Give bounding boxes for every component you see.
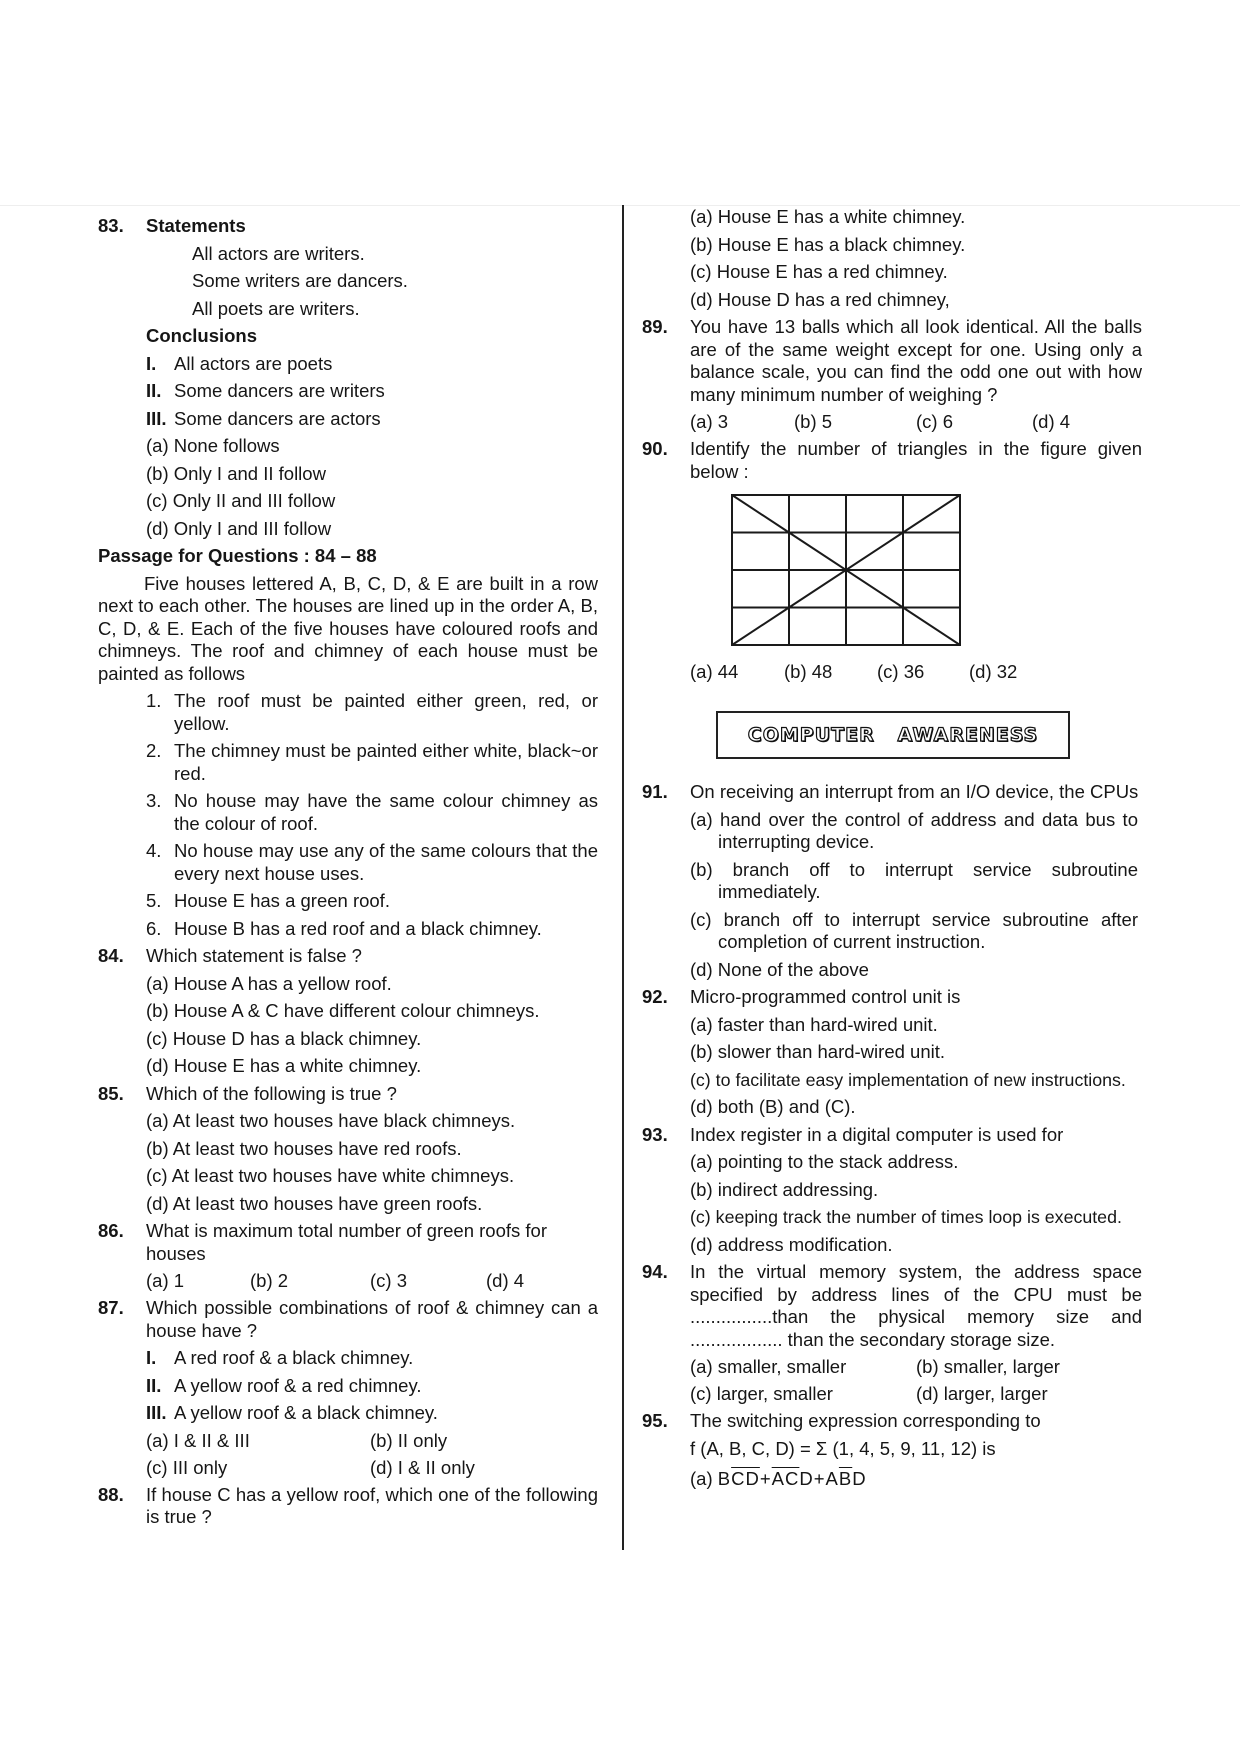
question-90 bbox=[642, 438, 1142, 483]
answer-option: (b) 48 bbox=[784, 661, 833, 682]
roman-numeral: II. bbox=[146, 1374, 162, 1396]
passage-text: Five houses lettered A, B, C, D, & E are built in a row next to each other. The houses are lined up in the order A, B, C, D, & E. Each of the five houses have coloured roofs and chimneys. The roof and chimney of each house must be painted as follows bbox=[98, 572, 598, 684]
answer-option: (d) At least two houses have green roofs. bbox=[146, 1192, 483, 1214]
right-column bbox=[642, 206, 1142, 1491]
answer-option: (b) indirect addressing. bbox=[690, 1178, 879, 1200]
passage-rule bbox=[98, 740, 598, 785]
answer-option: (c) House D has a black chimney. bbox=[146, 1027, 422, 1049]
answer-option: (c) 36 bbox=[877, 661, 925, 682]
combination-item bbox=[98, 1347, 598, 1370]
combination-text: A yellow roof & a red chimney. bbox=[174, 1374, 422, 1396]
answer-option: (c) 3 bbox=[370, 1270, 407, 1291]
passage-rule bbox=[98, 918, 598, 941]
answer-option: (d) House E has a white chimney. bbox=[146, 1055, 422, 1076]
left-column bbox=[98, 210, 598, 1529]
statement: All poets are writers. bbox=[192, 297, 360, 319]
rule-text: No house may use any of the same colours that the every next house uses. bbox=[174, 840, 598, 884]
rule-number: 4. bbox=[146, 840, 162, 861]
question-text: On receiving an interrupt from an I/O device, the CPUs bbox=[690, 781, 1139, 802]
conclusion-text: All actors are poets bbox=[174, 352, 333, 374]
answer-option: (d) both (B) and (C). bbox=[690, 1096, 856, 1117]
question-89 bbox=[642, 316, 1142, 406]
question-88 bbox=[98, 1484, 598, 1529]
answer-option: (a) 1 bbox=[146, 1270, 185, 1291]
switching-expression: f (A, B, C, D) = Σ (1, 4, 5, 9, 11, 12) is bbox=[690, 1437, 996, 1459]
roman-numeral: III. bbox=[146, 1402, 167, 1423]
question-text: If house C has a yellow roof, which one of the following is true ? bbox=[146, 1483, 598, 1527]
question-number: 87. bbox=[98, 1297, 124, 1318]
question-number: 95. bbox=[642, 1410, 668, 1431]
conclusion bbox=[98, 408, 598, 431]
question-91 bbox=[642, 781, 1142, 804]
answer-option: (a) hand over the control of address and data bus to interrupting device. bbox=[690, 808, 1138, 852]
question-93 bbox=[642, 1124, 1142, 1147]
conclusion bbox=[98, 380, 598, 403]
rule-text: House E has a green roof. bbox=[174, 890, 390, 911]
answer-option: (b) II only bbox=[370, 1429, 448, 1451]
passage-rule bbox=[98, 790, 598, 835]
combination-text: A yellow roof & a black chimney. bbox=[174, 1402, 438, 1423]
question-92 bbox=[642, 986, 1142, 1009]
answer-options-grid bbox=[98, 1430, 598, 1479]
answer-option: (c) 6 bbox=[916, 411, 953, 432]
question-text: Index register in a digital computer is used for bbox=[690, 1123, 1064, 1145]
answer-option: (d) 4 bbox=[486, 1270, 525, 1291]
section-banner bbox=[716, 711, 1070, 759]
answer-option: (a) I & II & III bbox=[146, 1429, 250, 1451]
passage-rule bbox=[98, 690, 598, 735]
answer-option: (c) Only II and III follow bbox=[146, 490, 336, 511]
answer-option: (a) faster than hard-wired unit. bbox=[690, 1013, 938, 1035]
rule-text: No house may have the same colour chimney as the colour of roof. bbox=[174, 790, 598, 834]
passage-rule bbox=[98, 840, 598, 885]
question-text: The switching expression corresponding to bbox=[690, 1410, 1041, 1431]
answer-option: (c) III only bbox=[146, 1456, 228, 1478]
question-text: Micro-programmed control unit is bbox=[690, 986, 961, 1007]
boolean-formula: $B\overline{C}\overline{D}+\overline{A}\overline{C}D+A\overline{B}D$ bbox=[717, 1468, 867, 1489]
question-number: 90. bbox=[642, 438, 668, 459]
answer-option: (a) At least two houses have black chimneys. bbox=[146, 1110, 516, 1131]
roman-numeral: II. bbox=[146, 380, 162, 401]
question-83 bbox=[98, 215, 598, 238]
column-divider bbox=[622, 205, 624, 1550]
answer-option: (b) At least two houses have red roofs. bbox=[146, 1137, 462, 1159]
rule-number: 5. bbox=[146, 890, 162, 911]
answer-option-a bbox=[642, 1468, 1142, 1491]
question-84 bbox=[98, 945, 598, 968]
roman-numeral: III. bbox=[146, 407, 167, 429]
passage-rule bbox=[98, 890, 598, 913]
answer-options-row bbox=[642, 661, 1142, 683]
answer-option: (b) 2 bbox=[250, 1270, 289, 1291]
conclusion-text: Some dancers are actors bbox=[174, 407, 381, 429]
answer-option: (c) larger, smaller bbox=[690, 1383, 833, 1404]
conclusion-text: Some dancers are writers bbox=[174, 380, 385, 401]
question-94 bbox=[642, 1261, 1142, 1351]
question-number: 94. bbox=[642, 1261, 668, 1282]
answer-option: (a) 3 bbox=[690, 411, 729, 432]
combination-text: A red roof & a black chimney. bbox=[174, 1347, 414, 1368]
answer-option: (c) to facilitate easy implementation of new instructions. bbox=[690, 1069, 1126, 1090]
answer-option: (d) address modification. bbox=[690, 1233, 893, 1255]
question-number: 86. bbox=[98, 1220, 124, 1241]
roman-numeral: I. bbox=[146, 352, 157, 374]
section-title: COMPUTER AWARENESS bbox=[747, 724, 1039, 746]
rule-text: The chimney must be painted either white, black~or red. bbox=[174, 740, 598, 784]
question-number: 84. bbox=[98, 945, 124, 966]
option-label: (a) bbox=[690, 1468, 713, 1489]
answer-option: (a) 44 bbox=[690, 661, 739, 682]
triangle-figure bbox=[730, 493, 962, 647]
answer-option: (d) I & II only bbox=[370, 1456, 475, 1478]
answer-option: (b) Only I and II follow bbox=[146, 462, 326, 484]
question-number: 93. bbox=[642, 1123, 668, 1145]
answer-options-grid bbox=[642, 1356, 1142, 1405]
rule-text: House B has a red roof and a black chimney. bbox=[174, 917, 542, 939]
statements-heading: Statements bbox=[146, 215, 246, 236]
answer-option: (a) smaller, smaller bbox=[690, 1356, 847, 1377]
answer-option: (d) House D has a red chimney, bbox=[690, 288, 950, 310]
question-number: 88. bbox=[98, 1483, 124, 1505]
answer-option: (b) House E has a black chimney. bbox=[690, 233, 966, 255]
question-87 bbox=[98, 1297, 598, 1342]
answer-option: (c) branch off to interrupt service subroutine after completion of current instruction. bbox=[690, 908, 1138, 952]
answer-option: (a) pointing to the stack address. bbox=[690, 1151, 959, 1172]
rule-text: The roof must be painted either green, red, or yellow. bbox=[174, 690, 598, 734]
passage-heading: Passage for Questions : 84 – 88 bbox=[98, 545, 377, 566]
answer-option: (b) House A & C have different colour chimneys. bbox=[146, 1000, 540, 1021]
question-85 bbox=[98, 1083, 598, 1106]
answer-option: (a) House E has a white chimney. bbox=[690, 206, 966, 227]
question-text: Which statement is false ? bbox=[146, 945, 362, 966]
answer-option: (d) 32 bbox=[969, 661, 1018, 682]
roman-numeral: I. bbox=[146, 1347, 157, 1368]
answer-option: (b) slower than hard-wired unit. bbox=[690, 1041, 945, 1062]
rule-number: 2. bbox=[146, 740, 162, 761]
answer-option: (c) keeping track the number of times loop is executed. bbox=[690, 1207, 1122, 1227]
combination-item bbox=[98, 1375, 598, 1398]
question-86 bbox=[98, 1220, 598, 1265]
answer-option: (d) Only I and III follow bbox=[146, 517, 332, 539]
answer-option: (c) House E has a red chimney. bbox=[690, 261, 948, 282]
rule-number: 1. bbox=[146, 690, 162, 711]
answer-options-row bbox=[98, 1270, 598, 1292]
question-text: Which possible combinations of roof & chimney can a house have ? bbox=[146, 1297, 598, 1341]
rule-number: 6. bbox=[146, 917, 162, 939]
conclusion bbox=[98, 353, 598, 376]
answer-option: (c) At least two houses have white chimneys. bbox=[146, 1165, 515, 1186]
answer-options-row bbox=[642, 411, 1142, 433]
answer-option: (d) 4 bbox=[1032, 411, 1071, 432]
statement: Some writers are dancers. bbox=[192, 270, 408, 291]
answer-option: (d) None of the above bbox=[690, 958, 869, 980]
question-number: 91. bbox=[642, 781, 668, 802]
rule-number: 3. bbox=[146, 790, 162, 811]
statement: All actors are writers. bbox=[192, 242, 365, 264]
answer-option: (a) None follows bbox=[146, 435, 280, 456]
answer-option: (b) smaller, larger bbox=[916, 1356, 1060, 1377]
answer-option: (d) larger, larger bbox=[916, 1383, 1048, 1404]
question-text: What is maximum total number of green roofs for houses bbox=[146, 1220, 547, 1264]
answer-option: (b) 5 bbox=[794, 411, 833, 432]
question-number: 92. bbox=[642, 986, 668, 1007]
answer-option: (a) House A has a yellow roof. bbox=[146, 972, 392, 994]
question-number: 83. bbox=[98, 215, 124, 236]
answer-option: (b) branch off to interrupt service subroutine immediately. bbox=[690, 858, 1138, 902]
question-number: 89. bbox=[642, 316, 668, 337]
question-text: Identify the number of triangles in the figure given below : bbox=[690, 438, 1142, 482]
question-95 bbox=[642, 1410, 1142, 1433]
question-text: Which of the following is true ? bbox=[146, 1082, 397, 1104]
conclusions-heading: Conclusions bbox=[146, 325, 258, 346]
question-number: 85. bbox=[98, 1082, 124, 1104]
combination-item bbox=[98, 1402, 598, 1425]
question-text: You have 13 balls which all look identical. All the balls are of the same weight except for one. Using only a balance scale, you can find the odd one out with how many minimum number of weighing ? bbox=[690, 316, 1142, 405]
question-text: In the virtual memory system, the address space specified by address lines of the CPU must be ................than the physical memory size and .................. than the secondary storage size. bbox=[690, 1261, 1142, 1350]
